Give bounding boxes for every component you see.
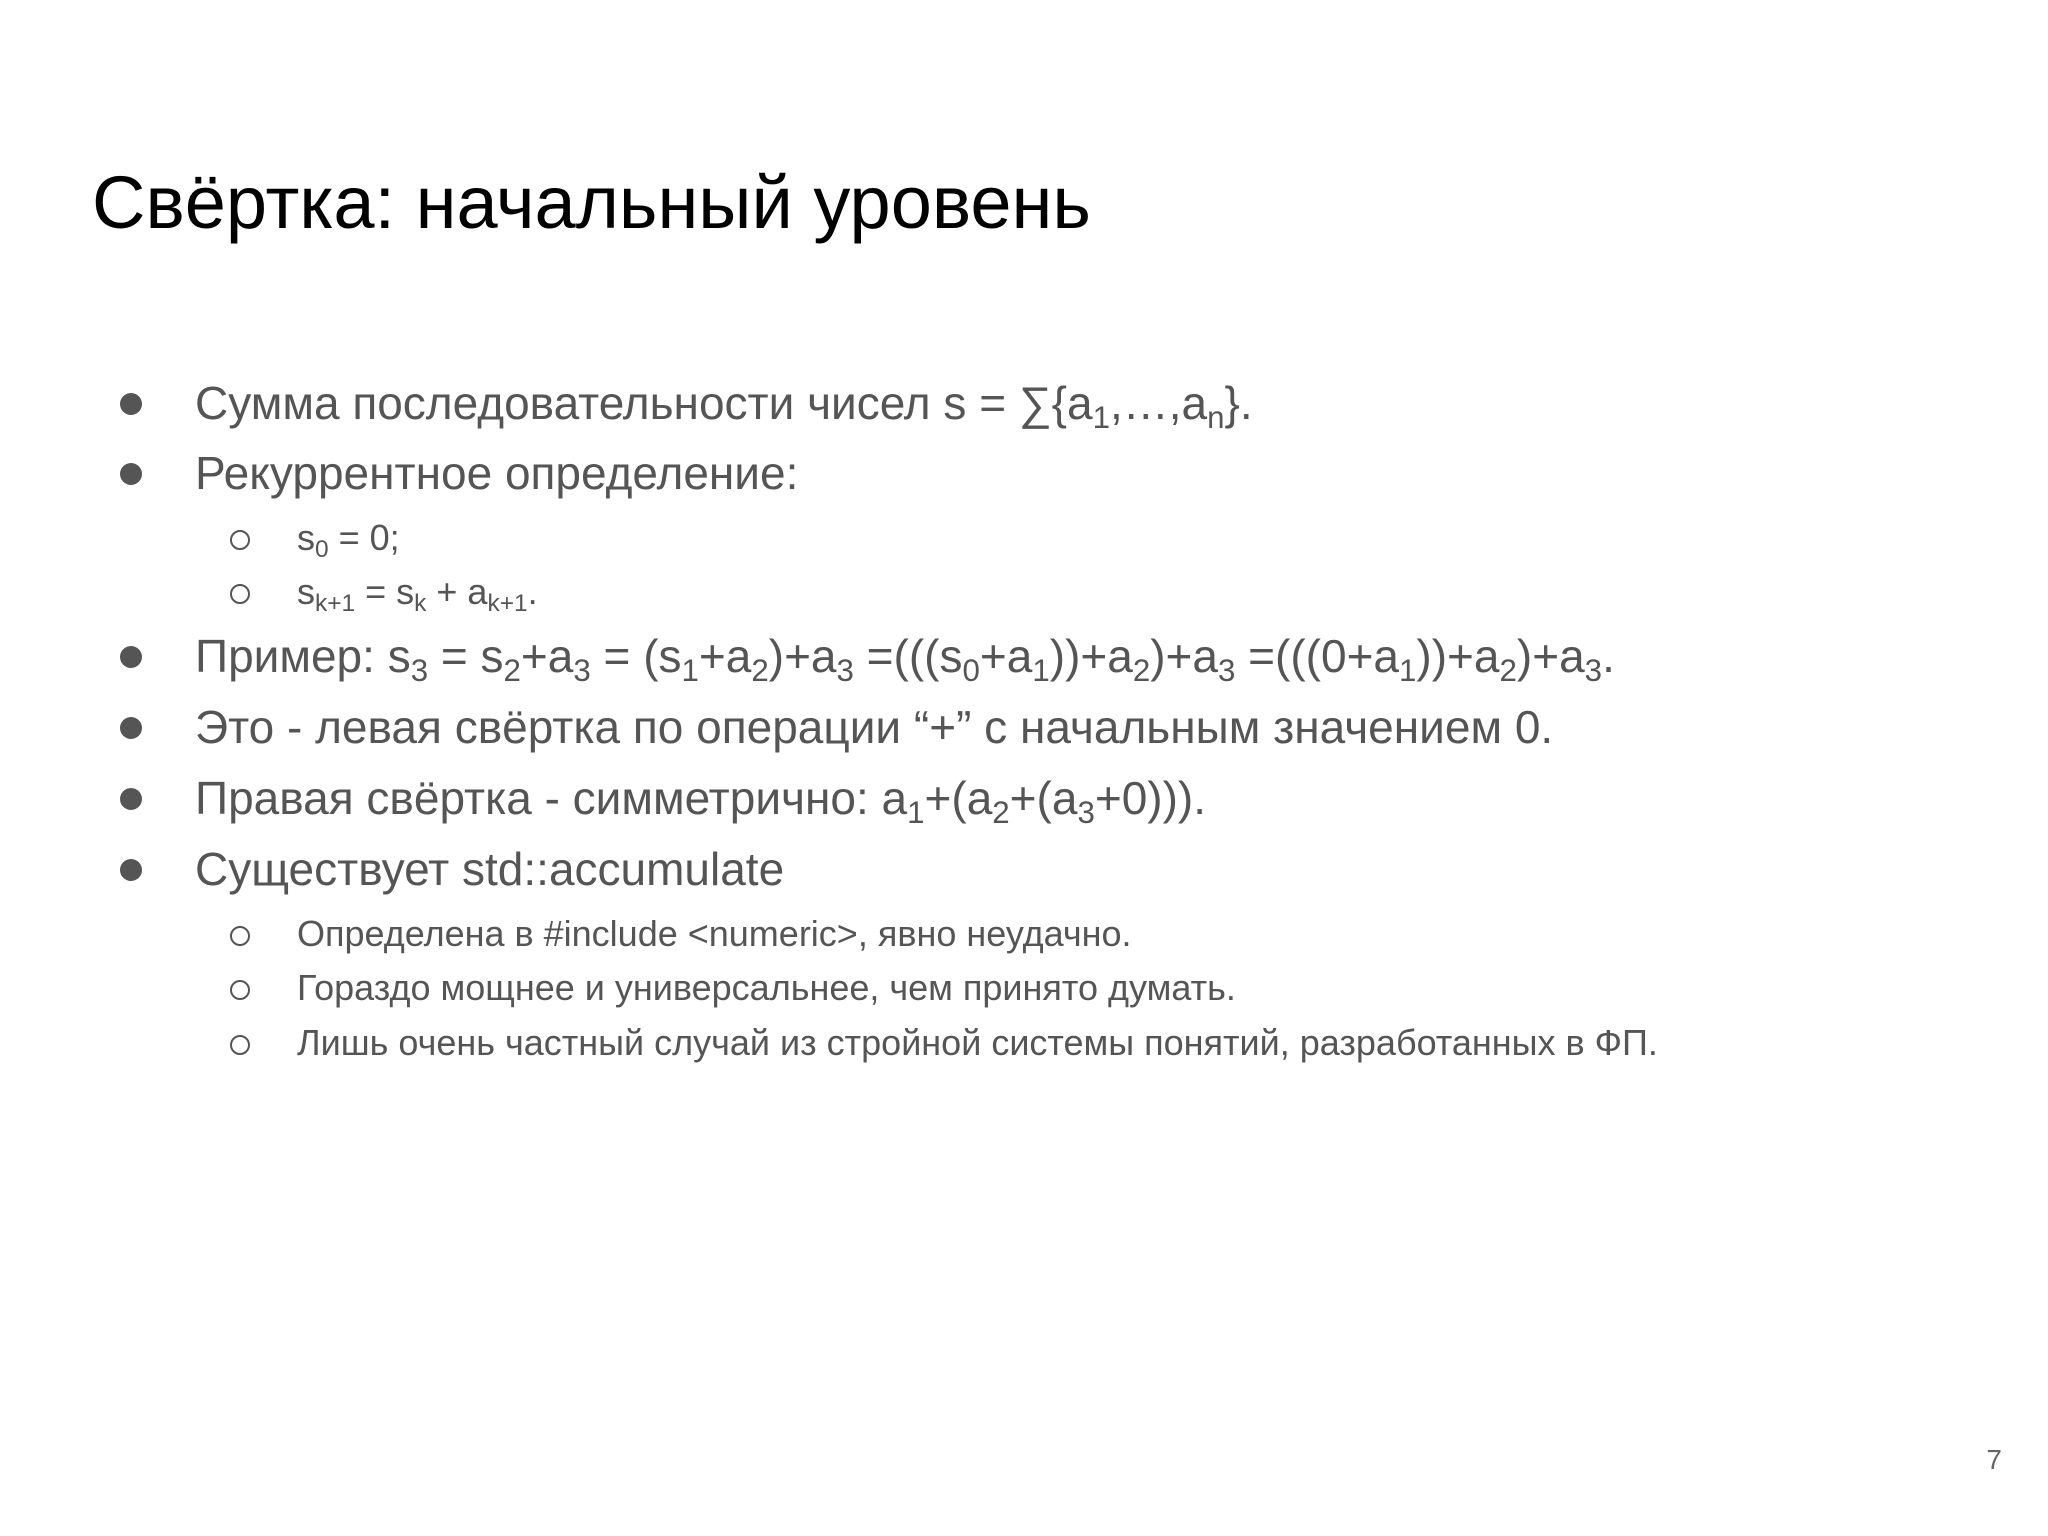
bullet-text: Это - левая свёртка по операции “+” с начальным значением 0. xyxy=(195,701,1554,753)
sub-bullet-text: Лишь очень частный случай из стройной системы понятий, разработанных в ФП. xyxy=(297,1022,1658,1063)
bullet-dot-icon xyxy=(120,393,142,415)
bullet-dot-icon xyxy=(120,646,142,668)
bullet-text: Правая свёртка - симметрично: $a_1+(a_2+(a_3+0))$). xyxy=(195,772,1207,830)
bullet-circle-icon xyxy=(230,926,250,946)
slide-title: Свёртка: начальный уровень xyxy=(92,161,1091,244)
bullet-circle-icon xyxy=(230,584,250,604)
sub-bullet-text: Гораздо мощнее и универсальнее, чем принято думать. xyxy=(297,967,1236,1008)
bullet-dot-icon xyxy=(120,788,142,810)
bullet-text: Рекуррентное определение: xyxy=(195,447,799,499)
sub-bullet-text: $s_0 = 0$; xyxy=(297,517,400,563)
bullet-text: Сумма последовательности чисел $s = \sum\{a_1,\dots,a_n\}$. xyxy=(195,377,1253,435)
bullet-dot-icon xyxy=(120,463,142,485)
bullet-circle-icon xyxy=(230,1035,250,1055)
bullet-dot-icon xyxy=(120,717,142,739)
bullet-circle-icon xyxy=(230,980,250,1000)
bullet-text: Существует std::accumulate xyxy=(195,843,785,895)
sub-bullet-text: Определена в #include <numeric>, явно неудачно. xyxy=(297,913,1132,954)
bullet-dot-icon xyxy=(120,859,142,881)
bullet-text: Пример: $s_3 = s_2+a_3 = (s_1+a_2)+a_3 =(((s_0+a_1))+a_2)+a_3 =(((0+a_1))+a_2)+a_3$. xyxy=(195,630,1615,688)
sub-bullet-text: $s_{k+1} = s_k + a_{k+1}$. xyxy=(297,571,538,617)
bullet-circle-icon xyxy=(230,530,250,550)
page-number: 7 xyxy=(1986,1444,2002,1475)
